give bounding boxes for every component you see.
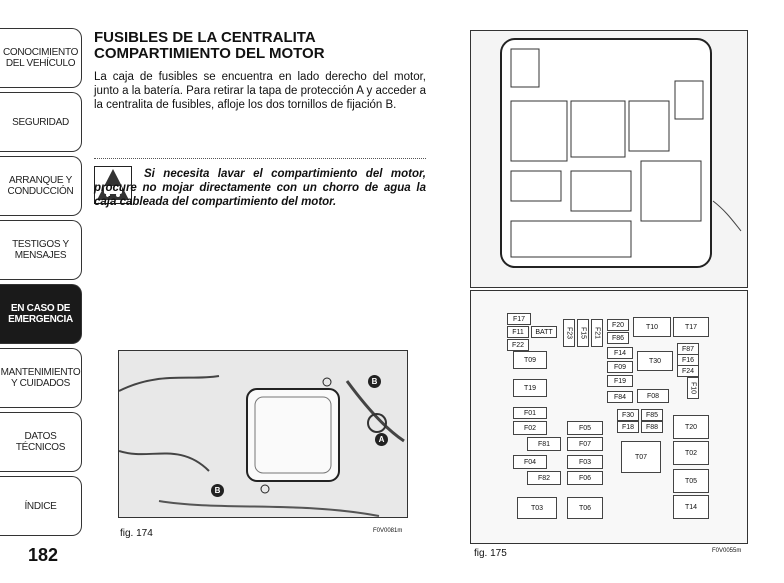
fuse-t06: T06 [567,497,603,519]
fuse-f82: F82 [527,471,561,485]
fuse-t20: T20 [673,415,709,439]
fuse-t03: T03 [517,497,557,519]
fuse-f05: F05 [567,421,603,435]
tab-seguridad[interactable] [0,92,82,152]
divider [94,158,426,159]
fuse-f81: F81 [527,437,561,451]
tab-emergencia[interactable] [0,284,82,344]
page-number: 182 [28,545,59,565]
fuse-t09: T09 [513,351,547,369]
fuse-t07: T07 [621,441,661,473]
fuse-f19: F19 [607,375,633,387]
fuse-box-drawing [471,31,747,287]
fuse-f03: F03 [567,455,603,469]
fuse-f10: F10 [687,377,699,399]
marker-b-top: B [368,375,381,388]
fuse-f09: F09 [607,361,633,373]
fuse-f86: F86 [607,332,629,344]
fuse-f07: F07 [567,437,603,451]
fuse-t02: T02 [673,441,709,465]
fuse-t30: T30 [637,351,673,371]
fuse-t10: T10 [633,317,671,337]
fuse-batt: BATT [531,326,557,338]
warning-text: Si necesita lavar el compartimiento del motor, procure no mojar directamente con un chorro de agua la caja cableada del compartimiento del motor. [94,168,426,208]
title-line-2: COMPARTIMIENTO DEL MOTOR [94,45,325,62]
fuse-f18: F18 [617,421,639,433]
fuse-f01: F01 [513,407,547,419]
fuse-f20: F20 [607,319,629,331]
fuse-f88: F88 [641,421,663,433]
tab-indice[interactable] [0,476,82,536]
fuse-f11: F11 [507,326,529,338]
engine-compartment-illustration [119,351,407,517]
figure-caption: fig. 175 [474,548,507,559]
fuse-f14: F14 [607,347,633,359]
marker-a: A [375,433,388,446]
fuse-t19: T19 [513,379,547,397]
fuse-f23: F23 [563,319,575,347]
body-paragraph: La caja de fusibles se encuentra en lado derecho del motor, junto a la batería. Para retirar la tapa de protección A y acceder a la centralita de fusibles, afloje los dos tornillos de fijación B. [94,71,426,111]
fuse-t17: T17 [673,317,709,337]
figure-caption: fig. 174 [120,528,153,539]
fuse-f22: F22 [507,339,529,351]
tab-label: TESTIGOS Y MENSAJES [12,239,69,261]
tab-arranque[interactable] [0,156,82,216]
tab-label: ARRANQUE Y CONDUCCIÓN [7,175,74,197]
title-line-1: FUSIBLES DE LA CENTRALITA [94,29,316,46]
tab-label: CONOCIMIENTO DEL VEHÍCULO [2,47,79,69]
fuse-f84: F84 [607,391,633,403]
tab-mantenimiento[interactable] [0,348,82,408]
fuse-f06: F06 [567,471,603,485]
fuse-f16: F16 [677,354,699,366]
fuse-f87: F87 [677,343,699,355]
fuse-t05: T05 [673,469,709,493]
tab-label: DATOS TÉCNICOS [15,431,66,453]
fuse-f30: F30 [617,409,639,421]
tab-label: SEGURIDAD [12,116,69,128]
fuse-f08: F08 [637,389,669,403]
fuse-f17: F17 [507,313,531,325]
marker-b-bottom: B [211,484,224,497]
tab-testigos[interactable] [0,220,82,280]
fuse-f24: F24 [677,365,699,377]
tab-label: ÍNDICE [24,500,57,512]
fuse-box-illustration [470,30,748,288]
fuse-f04: F04 [513,455,547,469]
tab-datos-tecnicos[interactable] [0,412,82,472]
tab-label: EN CASO DE EMERGENCIA [8,303,73,325]
fuse-f02: F02 [513,421,547,435]
page-title [94,30,434,62]
tab-label: MANTENIMIENTO Y CUIDADOS [0,367,81,389]
fuse-layout-diagram [470,290,748,544]
fuse-t14: T14 [673,495,709,519]
tab-conocimiento[interactable] [0,28,82,88]
engine-fuse-cover-photo [118,350,408,518]
figure-code: F0V0081m [373,528,403,534]
section-tabs [0,28,82,540]
fuse-f21: F21 [591,319,603,347]
fuse-f85: F85 [641,409,663,421]
figure-code: F0V0055m [712,548,742,554]
fuse-f15: F15 [577,319,589,347]
